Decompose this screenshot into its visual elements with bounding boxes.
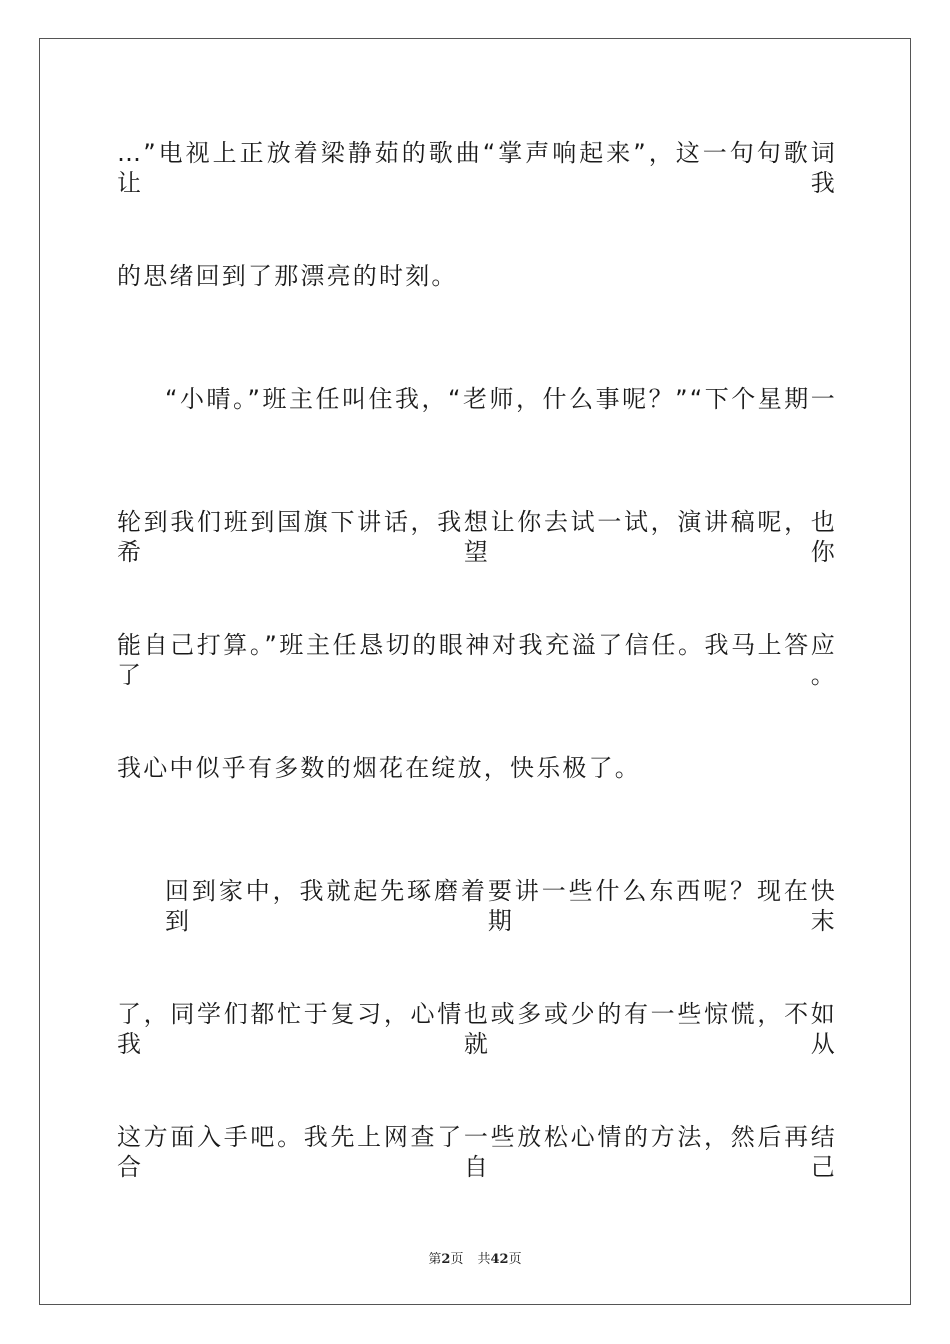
total-page-count: 42 — [490, 1252, 509, 1267]
paragraph-line: 能自己打算。”班主任恳切的眼神对我充溢了信任。我马上答应了。 — [117, 631, 837, 689]
paragraph-line: 我心中似乎有多数的烟花在绽放，快乐极了。 — [117, 754, 641, 782]
page-suffix: 页 — [450, 1252, 464, 1267]
page-prefix: 第 — [428, 1252, 442, 1267]
current-page-number: 2 — [441, 1252, 451, 1267]
total-suffix: 页 — [508, 1252, 522, 1267]
paragraph-line: “小晴。”班主任叫住我，“老师，什么事呢？”“下个星期一 — [165, 385, 837, 413]
paragraph-line: 的思绪回到了那漂亮的时刻。 — [117, 262, 458, 290]
paragraph-line: …”电视上正放着梁静茹的歌曲“掌声响起来”，这一句句歌词让我 — [117, 139, 837, 197]
paragraph-line: 这方面入手吧。我先上网查了一些放松心情的方法，然后再结合自己 — [117, 1123, 837, 1181]
page-footer — [0, 1248, 950, 1267]
total-prefix: 共 — [477, 1252, 491, 1267]
paragraph-line: 轮到我们班到国旗下讲话，我想让你去试一试，演讲稿呢，也希望你 — [117, 508, 837, 566]
paragraph-line: 了，同学们都忙于复习，心情也或多或少的有一些惊慌，不如我就从 — [117, 1000, 837, 1058]
paragraph-line: 回到家中，我就起先琢磨着要讲一些什么东西呢？现在快到期末 — [165, 877, 837, 935]
